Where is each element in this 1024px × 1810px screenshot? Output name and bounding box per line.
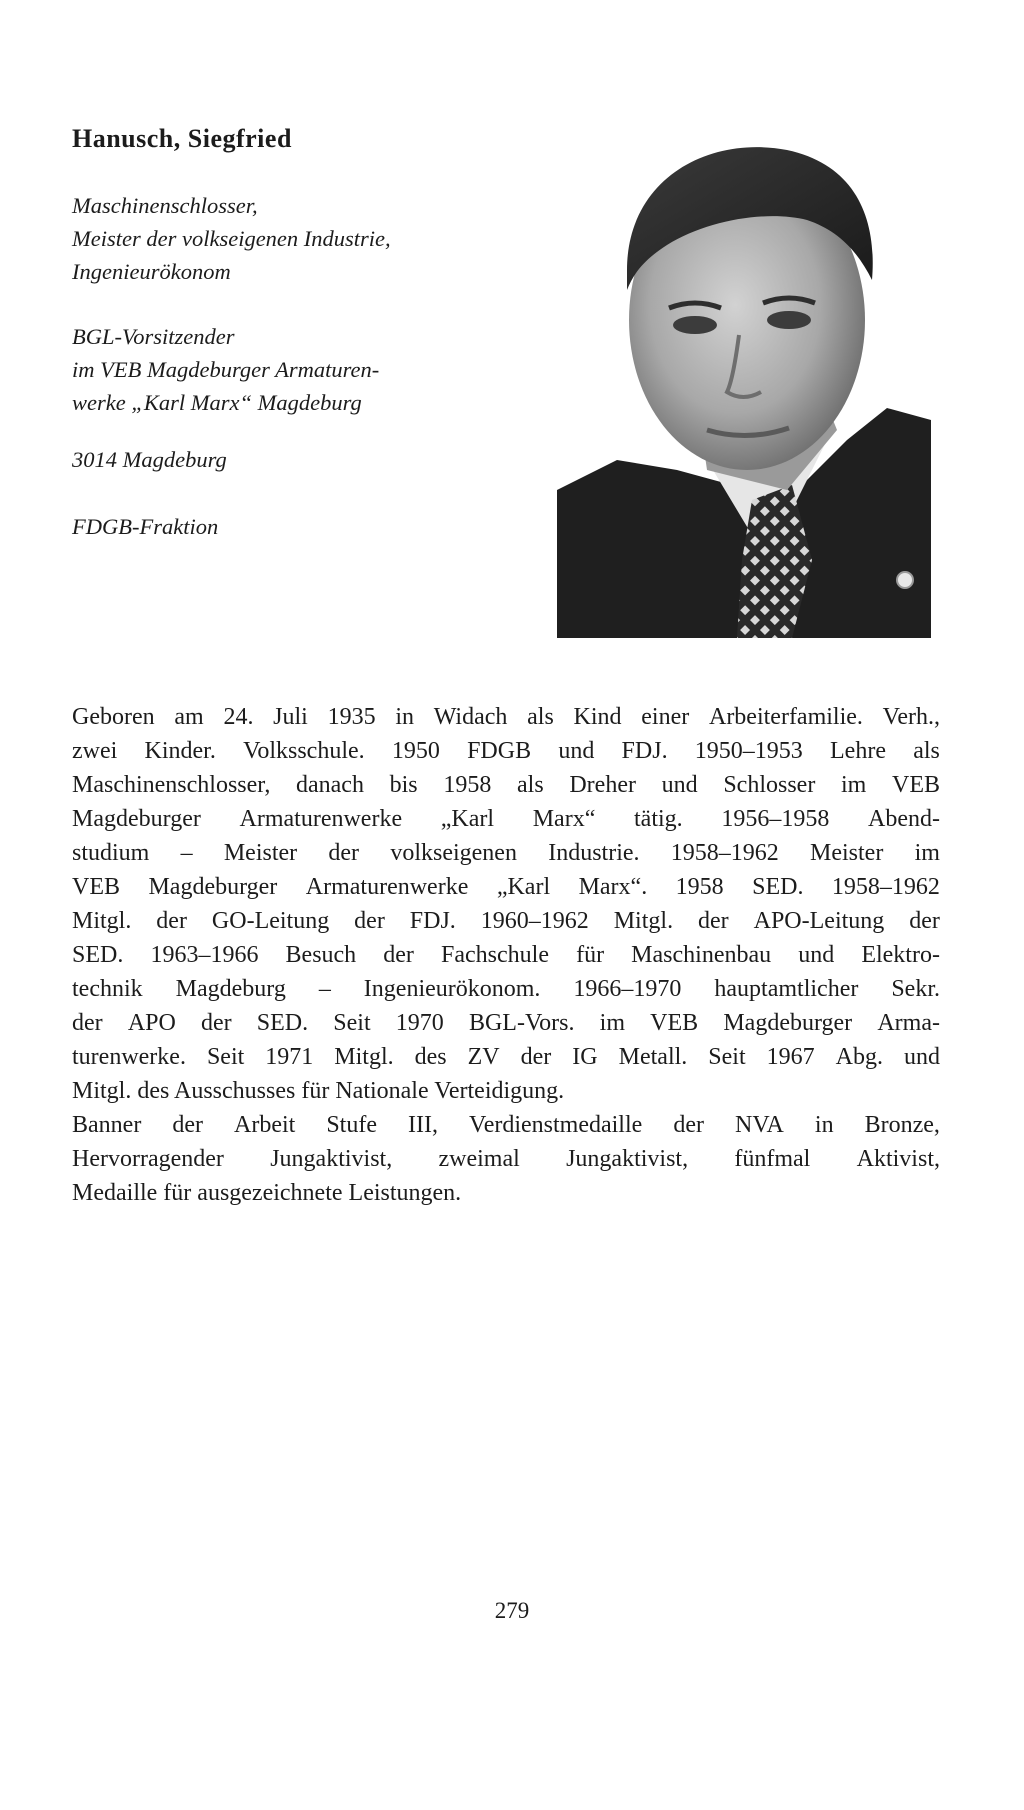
- position-line: werke „Karl Marx“ Magdeburg: [72, 390, 362, 415]
- biography-line: Mitgl. der GO-Leitung der FDJ. 1960–1962 Mitgl. der APO-Leitung der: [72, 908, 940, 934]
- page-number: 279: [494, 1598, 530, 1623]
- fraction: FDGB-Fraktion: [72, 514, 219, 539]
- biography-line: Medaille für ausgezeichnete Leistungen.: [72, 1180, 462, 1206]
- person-name: Hanusch, Siegfried: [72, 124, 292, 153]
- biography-line: Hervorragender Jungaktivist, zweimal Jungaktivist, fünfmal Aktivist,: [72, 1146, 940, 1172]
- biography-line: der APO der SED. Seit 1970 BGL-Vors. im VEB Magdeburger Arma-: [72, 1010, 940, 1036]
- position-block: [72, 320, 379, 419]
- position-line: im VEB Magdeburger Armaturen-: [72, 357, 380, 382]
- address: 3014 Magdeburg: [72, 447, 227, 472]
- biography-line: Geboren am 24. Juli 1935 in Widach als Kind einer Arbeiterfamilie. Verh.,: [72, 704, 940, 730]
- biography-line: Magdeburger Armaturenwerke „Karl Marx“ tätig. 1956–1958 Abend-: [72, 806, 940, 832]
- biography: [72, 700, 940, 1210]
- position-line: BGL-Vorsitzender: [72, 324, 235, 349]
- biography-line: turenwerke. Seit 1971 Mitgl. des ZV der IG Metall. Seit 1967 Abg. und: [72, 1044, 940, 1070]
- biography-line: Banner der Arbeit Stufe III, Verdienstmedaille der NVA in Bronze,: [72, 1112, 940, 1138]
- occupation-line: Meister der volkseigenen Industrie,: [72, 226, 391, 251]
- biography-line: SED. 1963–1966 Besuch der Fachschule für Maschinenbau und Elektro-: [72, 942, 940, 968]
- portrait-photo: [557, 140, 931, 638]
- portrait-image: [557, 140, 931, 638]
- biography-line: technik Magdeburg – Ingenieurökonom. 1966–1970 hauptamtlicher Sekr.: [72, 976, 940, 1002]
- occupation-block: [72, 189, 391, 288]
- occupation-line: Ingenieurökonom: [72, 259, 231, 284]
- biography-line: Mitgl. des Ausschusses für Nationale Verteidigung.: [72, 1078, 565, 1104]
- biography-line: Maschinenschlosser, danach bis 1958 als Dreher und Schlosser im VEB: [72, 772, 940, 798]
- biography-line: VEB Magdeburger Armaturenwerke „Karl Marx“. 1958 SED. 1958–1962: [72, 874, 940, 900]
- occupation-line: Maschinenschlosser,: [72, 193, 258, 218]
- biography-line: studium – Meister der volkseigenen Industrie. 1958–1962 Meister im: [72, 840, 940, 866]
- biography-line: zwei Kinder. Volksschule. 1950 FDGB und FDJ. 1950–1953 Lehre als: [72, 738, 940, 764]
